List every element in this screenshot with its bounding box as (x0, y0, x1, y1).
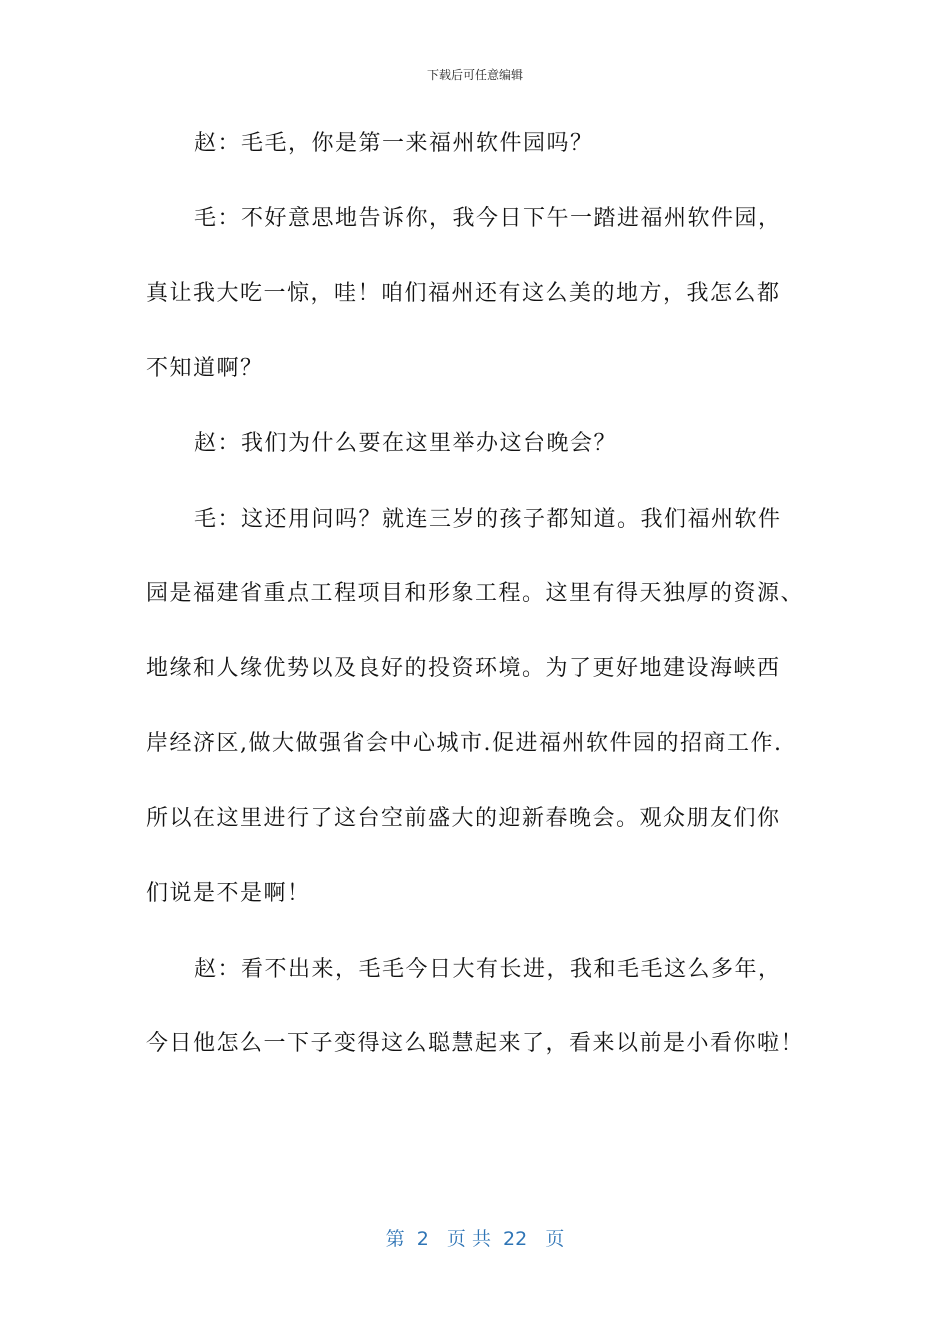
text-line: 们说是不是啊！ (146, 881, 311, 906)
text-line: 赵：毛毛，你是第一来福州软件园吗？ (194, 131, 594, 156)
page-header-note: 下载后可任意编辑 (426, 68, 523, 82)
text-line: 园是福建省重点工程项目和形象工程。这里有得天独厚的资源、 (146, 581, 805, 606)
page-number-footer: 第 2 页 共 22 页 (385, 1228, 565, 1250)
text-line: 岸经济区,做大做强省会中心城市.促进福州软件园的招商工作. (146, 731, 783, 756)
text-line: 赵：看不出来，毛毛今日大有长进，我和毛毛这么多年， (194, 957, 782, 982)
text-line: 真让我大吃一惊，哇！咱们福州还有这么美的地方，我怎么都 (146, 281, 781, 306)
text-line: 地缘和人缘优势以及良好的投资环境。为了更好地建设海峡西 (146, 656, 781, 681)
text-line: 毛：不好意思地告诉你，我今日下午一踏进福州软件园， (194, 206, 782, 231)
text-line: 不知道啊？ (146, 356, 264, 381)
text-line: 赵：我们为什么要在这里举办这台晚会？ (194, 431, 618, 456)
text-line: 今日他怎么一下子变得这么聪慧起来了，看来以前是小看你啦！ (146, 1031, 805, 1056)
text-line: 毛：这还用问吗？就连三岁的孩子都知道。我们福州软件 (194, 507, 782, 532)
text-line: 所以在这里进行了这台空前盛大的迎新春晚会。观众朋友们你 (146, 806, 781, 831)
